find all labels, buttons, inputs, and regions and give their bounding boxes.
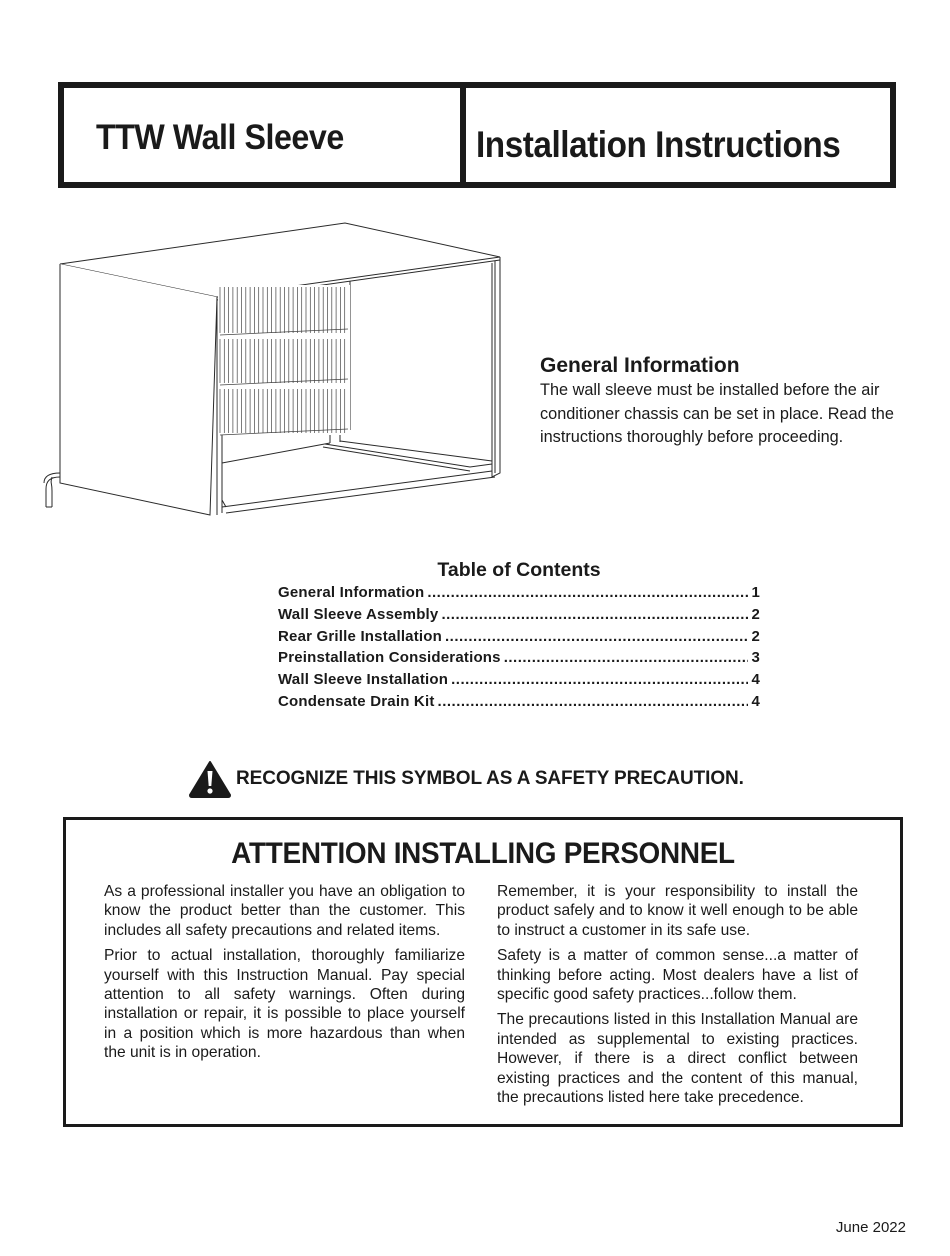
safety-notice-text: RECOGNIZE THIS SYMBOL AS A SAFETY PRECAUTION. [236, 768, 744, 789]
safety-symbol-notice [188, 760, 744, 798]
general-information-heading: General Information [540, 354, 740, 377]
toc-leader-dots [451, 671, 748, 688]
attention-paragraph: Remember, it is your responsibility to install the product safely and to know it well enough to be able to instruct a customer in its safe use. [497, 883, 858, 939]
toc-entry-label: Wall Sleeve Installation [278, 671, 449, 689]
toc-entry-label: General Information [278, 584, 425, 601]
publication-date: June 2022 [835, 1219, 906, 1236]
toc-leader-dots [427, 584, 748, 601]
attention-left-column [104, 882, 465, 1069]
toc-leader-dots [441, 606, 748, 623]
attention-right-column [497, 882, 858, 1113]
toc-entry[interactable] [278, 693, 760, 715]
toc-entry[interactable] [278, 628, 760, 650]
general-information-section [540, 353, 910, 450]
title-block [58, 82, 896, 188]
toc-entry-page: 3 [751, 649, 760, 667]
document-title: Installation Instructions [476, 124, 841, 165]
attention-paragraph: Safety is a matter of common sense...a matter of thinking before acting. Most dealers have a list of specific good safety practices...follow them. [497, 947, 858, 1004]
wall-sleeve-illustration [40, 215, 510, 525]
toc-entry[interactable] [278, 671, 760, 693]
toc-leader-dots [504, 649, 749, 666]
toc-entry-page: 4 [751, 692, 760, 710]
attention-paragraph: The precautions listed in this Installation Manual are intended as supplemental to existing practices. However, if there is a direct conflict between existing practices and the content of this manual, the precautions listed here take precedence. [497, 1011, 858, 1107]
toc-entry-label: Condensate Drain Kit [278, 692, 435, 710]
toc-entry-page: 4 [751, 671, 760, 689]
toc-entry-page: 2 [751, 627, 760, 645]
warning-triangle-icon [188, 760, 232, 798]
product-title-cell [64, 88, 466, 182]
attention-title: ATTENTION INSTALLING PERSONNEL [231, 837, 735, 870]
toc-entry-page: 1 [751, 584, 760, 601]
attention-paragraph: As a professional installer you have an obligation to know the product better than the customer. This includes all safety precautions and related items. [104, 883, 465, 939]
document-title-cell [466, 88, 890, 182]
toc-entry-label: Rear Grille Installation [278, 627, 443, 645]
toc-entry-page: 2 [751, 605, 760, 623]
general-information-body: The wall sleeve must be installed before the air conditioner chassis can be set in place. Read the instructions thoroughly before proceeding. [540, 381, 894, 446]
toc-entry-label: Wall Sleeve Assembly [278, 605, 439, 623]
attention-installing-personnel-box [63, 817, 903, 1127]
product-title: TTW Wall Sleeve [96, 118, 344, 157]
toc-entry[interactable] [278, 606, 760, 628]
toc-title: Table of Contents [437, 559, 601, 581]
toc-entry[interactable] [278, 584, 760, 606]
table-of-contents [278, 558, 760, 715]
attention-paragraph: Prior to actual installation, thoroughly familiarize yourself with this Instruction Manual. Pay special attention to all safety warnings. Often during installation or repair, it is possible to place yourself in a position which is more hazardous than when the unit is in operation. [104, 947, 465, 1062]
toc-leader-dots [438, 693, 749, 710]
toc-leader-dots [445, 628, 748, 645]
toc-entry[interactable] [278, 649, 760, 671]
toc-entry-label: Preinstallation Considerations [278, 649, 501, 667]
